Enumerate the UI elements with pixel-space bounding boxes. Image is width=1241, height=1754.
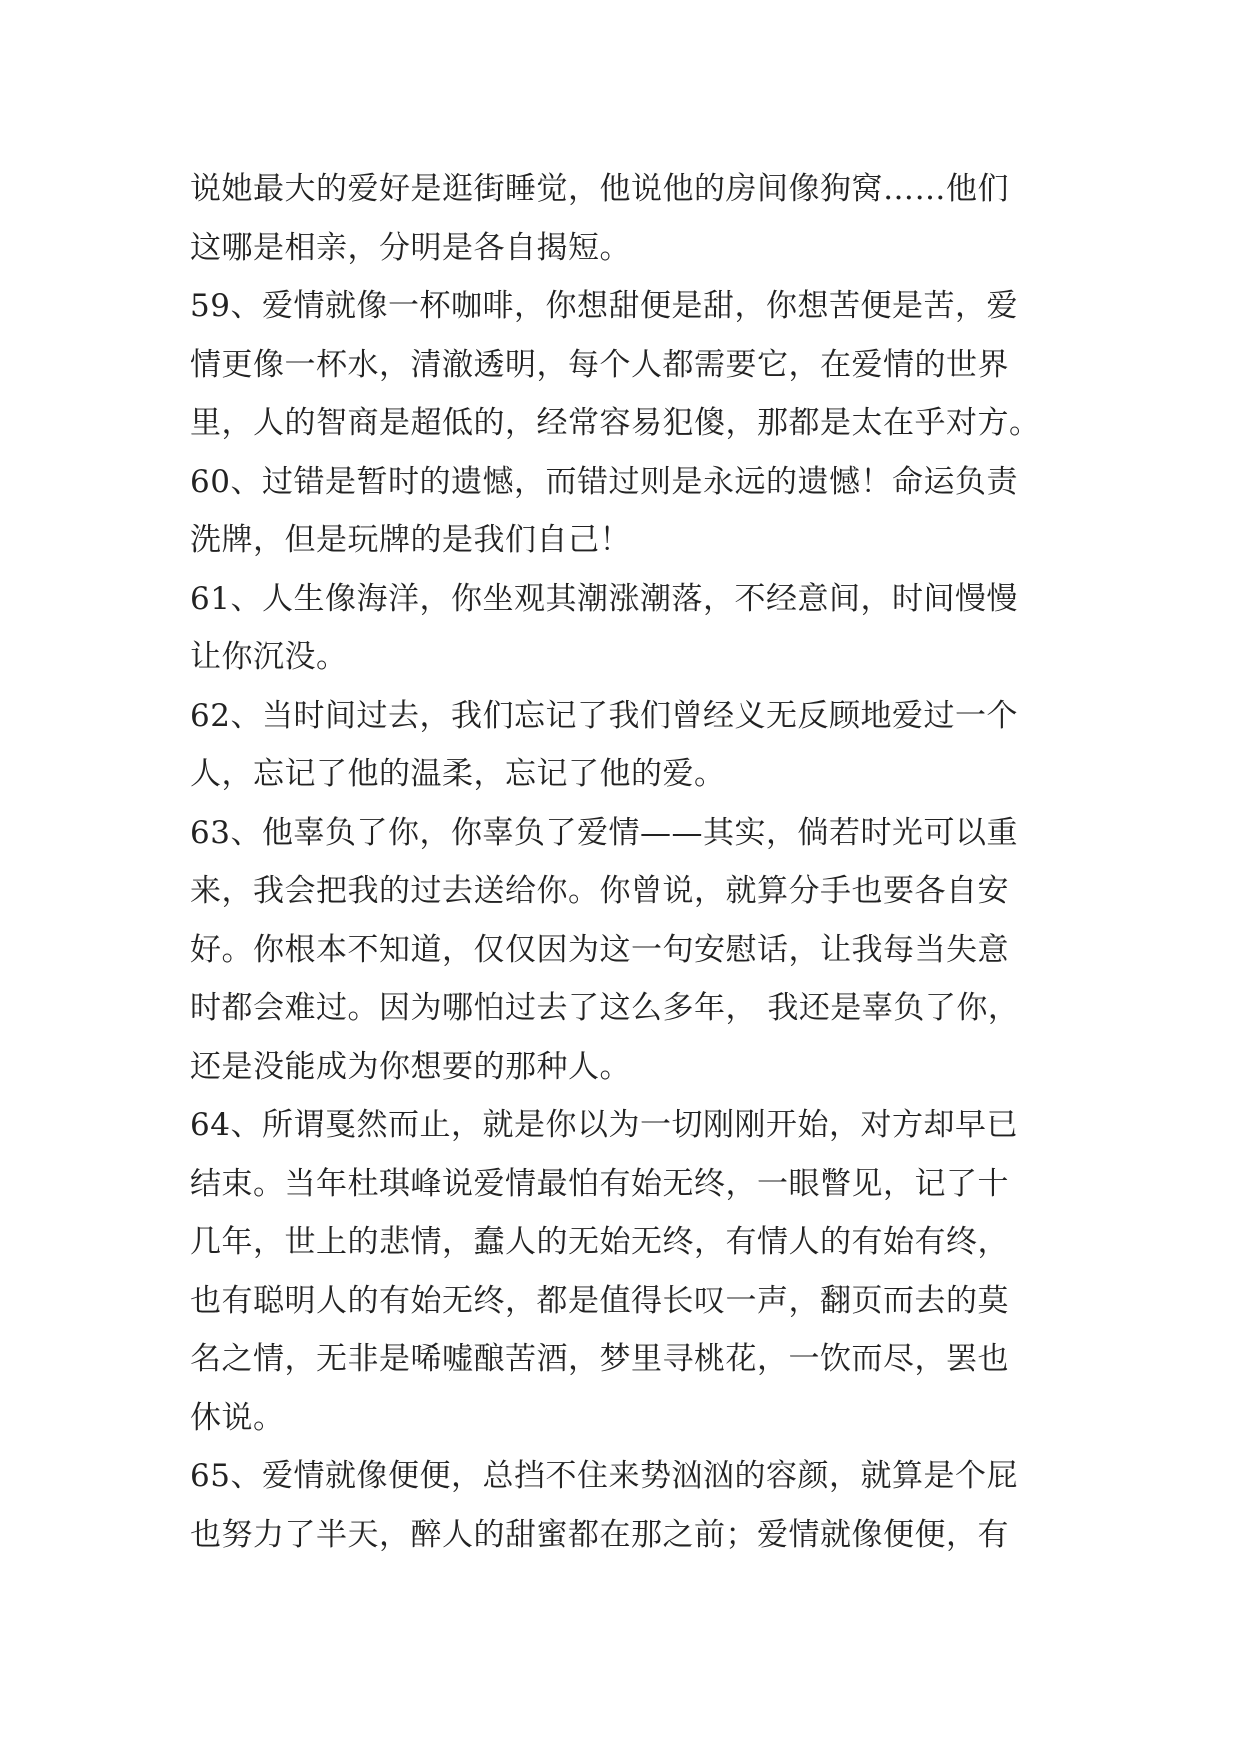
body-text [190,160,1070,1564]
paragraph-62 [190,687,1070,804]
text-line: 时都会难过。因为哪怕过去了这么多年， 我还是辜负了你， [190,990,1020,1026]
text-line: 里，人的智商是超低的，经常容易犯傻，那都是太在乎对方。 [190,405,1041,441]
paragraph-60 [190,453,1070,570]
text-line: 说她最大的爱好是逛街睡觉，他说他的房间像狗窝……他们 [190,171,1009,207]
text-line: 60、过错是暂时的遗憾，而错过则是永远的遗憾！命运负责 [190,463,1018,500]
text-line: 也努力了半天，醉人的甜蜜都在那之前；爱情就像便便，有 [190,1516,1009,1553]
paragraph-59 [190,277,1070,453]
text-line: 来，我会把我的过去送给你。你曾说，就算分手也要各自安 [190,873,1009,909]
text-line: 62、当时间过去，我们忘记了我们曾经义无反顾地爱过一个 [190,697,1018,734]
text-line: 名之情，无非是唏嘘酿苦酒，梦里寻桃花，一饮而尽，罢也 [190,1341,1009,1377]
text-line: 休说。 [190,1399,285,1436]
text-line: 61、人生像海洋，你坐观其潮涨潮落，不经意间，时间慢慢 [190,580,1018,617]
text-line: 还是没能成为你想要的那种人。 [190,1048,631,1085]
paragraph-63 [190,804,1070,1097]
text-line: 也有聪明人的有始无终，都是值得长叹一声，翻页而去的莫 [190,1282,1009,1319]
paragraph-61 [190,570,1070,687]
text-line: 情更像一杯水，清澈透明，每个人都需要它，在爱情的世界 [190,346,1009,383]
text-line: 64、所谓戛然而止，就是你以为一切刚刚开始，对方却早已 [190,1107,1018,1143]
text-line: 63、他辜负了你，你辜负了爱情——其实，倘若时光可以重 [190,814,1018,851]
paragraph-64 [190,1096,1070,1447]
text-line: 59、爱情就像一杯咖啡，你想甜便是甜，你想苦便是苦，爱 [190,288,1018,324]
text-line: 洗牌，但是玩牌的是我们自己！ [190,522,631,558]
text-line: 这哪是相亲，分明是各自揭短。 [190,229,631,266]
paragraph-65 [190,1447,1070,1564]
paragraph-58-continued [190,160,1070,277]
text-line: 几年，世上的悲情，蠢人的无始无终，有情人的有始有终， [190,1224,1009,1260]
text-line: 结束。当年杜琪峰说爱情最怕有始无终，一眼瞥见，记了十 [190,1165,1009,1202]
text-line: 65、爱情就像便便，总挡不住来势汹汹的容颜，就算是个屁 [190,1458,1018,1494]
text-line: 好。你根本不知道，仅仅因为这一句安慰话，让我每当失意 [190,931,1009,968]
text-line: 让你沉没。 [190,639,348,675]
text-line: 人，忘记了他的温柔，忘记了他的爱。 [190,756,726,792]
